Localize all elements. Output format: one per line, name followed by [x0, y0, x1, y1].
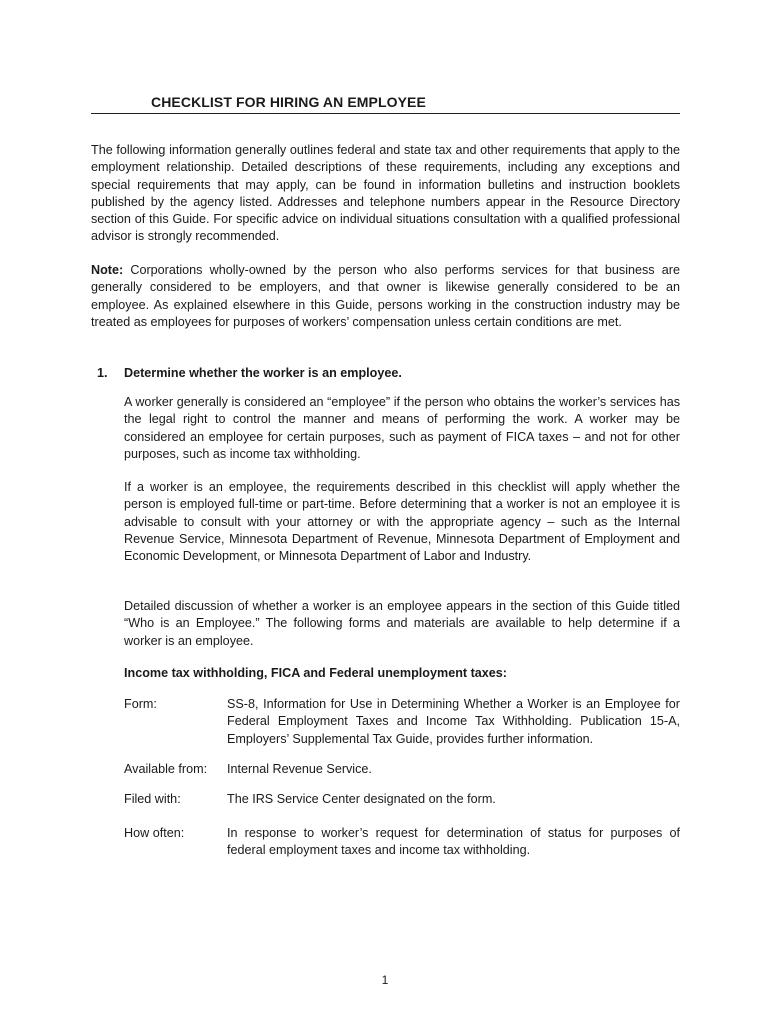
section-paragraph-1: A worker generally is considered an “employee” if the person who obtains the worker’s services has the legal right to control the manner and means of performing the work. A worker may be considered an employee for certain purposes, such as payment of FICA taxes – and not for other purposes, such as income tax withholding.: [124, 395, 680, 461]
row-value-filed-with: The IRS Service Center designated on the form.: [227, 792, 496, 806]
row-value-available-from: Internal Revenue Service.: [227, 762, 372, 776]
row-label-how-often: How often:: [124, 826, 185, 840]
section-paragraph-2: If a worker is an employee, the requirements described in this checklist will apply whether the person is employed full-time or part-time. Before determining that a worker is not an employee it is advisable to consult with your attorney or with the appropriate agency – such as the Internal Revenue Service, Minnesota Department of Revenue, Minnesota Department of Employment and Economic Development, or Minnesota Department of Labor and Industry.: [124, 480, 680, 564]
note-text: Corporations wholly-owned by the person who also performs services for that business are generally considered to be employers, and that owner is likewise generally considered to be an employee. As explained elsewhere in this Guide, persons working in the construction industry may be treated as employees for purposes of workers’ compensation unless certain conditions are met.: [91, 263, 680, 329]
row-label-filed-with: Filed with:: [124, 792, 181, 806]
title-underline: [91, 113, 680, 114]
row-value-how-often: In response to worker’s request for determination of status for purposes of federal employment taxes and income tax withholding.: [227, 826, 680, 858]
page-title: CHECKLIST FOR HIRING AN EMPLOYEE: [151, 94, 426, 110]
row-label-available-from: Available from:: [124, 762, 208, 776]
section-paragraph-3: Detailed discussion of whether a worker is an employee appears in the section of this Guide titled “Who is an Employee.” The following forms and materials are available to help determine if a worker is an employee.: [124, 599, 680, 648]
section-number: 1.: [97, 366, 108, 380]
note-label: Note:: [91, 263, 124, 277]
section-heading: Determine whether the worker is an employee.: [124, 366, 402, 380]
subsection-heading: Income tax withholding, FICA and Federal unemployment taxes:: [124, 666, 507, 680]
row-value-form: SS-8, Information for Use in Determining Whether a Worker is an Employee for Federal Employment Taxes and Income Tax Withholding. Publication 15-A, Employers’ Supplemental Tax Guide, provides further information.: [227, 697, 680, 746]
note-paragraph: [91, 262, 680, 331]
page-number: 1: [381, 973, 389, 987]
row-label-form: Form:: [124, 697, 157, 711]
intro-paragraph: The following information generally outlines federal and state tax and other requirements that apply to the employment relationship. Detailed descriptions of these requirements, including any exceptions and special requirements that may apply, can be found in information bulletins and instruction booklets published by the agency listed. Addresses and telephone numbers appear in the Resource Directory section of this Guide. For specific advice on individual situations consultation with a qualified professional advisor is strongly recommended.: [91, 143, 680, 244]
